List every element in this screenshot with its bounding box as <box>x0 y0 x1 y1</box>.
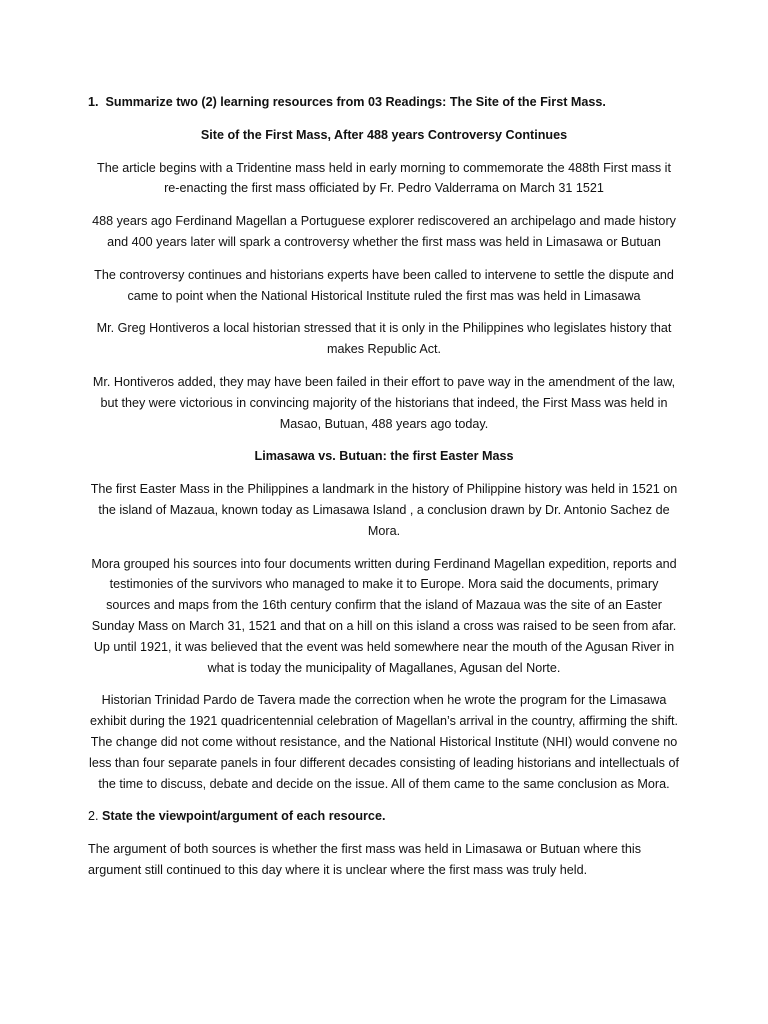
question-2 <box>88 806 680 827</box>
question-1 <box>88 92 680 113</box>
article-1-paragraph: Mr. Hontiveros added, they may have been failed in their effort to pave way in the amendment of the law, but they were victorious in convincing majority of the historians that indeed, the First Mass was held in Masao, Butuan, 488 years ago today. <box>92 374 676 431</box>
article-1-paragraph: The controversy continues and historians experts have been called to intervene to settle the dispute and came to point when the National Historical Institute ruled the first mas was held in Limasawa <box>94 267 674 303</box>
question-2-text: State the viewpoint/argument of each resource. <box>102 809 386 824</box>
article-1-paragraph: Mr. Greg Hontiveros a local historian stressed that it is only in the Philippines who legislates history that makes Republic Act. <box>96 321 672 357</box>
document-page <box>88 92 680 893</box>
article-2-paragraph: Mora grouped his sources into four documents written during Ferdinand Magellan expedition, reports and testimonies of the survivors who managed to make it to Europe. Mora said the documents, primary sources and maps from the 16th century confirm that the island of Mazaua was the site of an Easter Sunday Mass on March 31, 1521 and that on a hill on this island a cross was raised to be seen from afar. Up until 1921, it was believed that the event was held somewhere near the mouth of the Agusan River in what is today the municipality of Magallanes, Agusan del Norte. <box>91 556 677 675</box>
article-2-title: Limasawa vs. Butuan: the first Easter Mass <box>254 449 514 464</box>
article-2-paragraph: The first Easter Mass in the Philippines a landmark in the history of Philippine history was held in 1521 on the island of Mazaua, known today as Limasawa Island , a conclusion drawn by Dr. Antonio Sachez de Mora. <box>90 482 678 538</box>
question-1-text: Summarize two (2) learning resources from 03 Readings: The Site of the First Mass. <box>105 95 606 109</box>
article-1-title: Site of the First Mass, After 488 years Controversy Continues <box>200 127 568 142</box>
article-1-paragraph: 488 years ago Ferdinand Magellan a Portuguese explorer rediscovered an archipelago and made history and 400 years later will spark a controversy whether the first mass was held in Limasawa or Butuan <box>92 214 676 249</box>
question-1-number: 1. <box>88 95 99 109</box>
question-2-number: 2. <box>88 809 99 824</box>
article-2-paragraph: Historian Trinidad Pardo de Tavera made the correction when he wrote the program for the Limasawa exhibit during the 1921 quadricentennial celebration of Magellan’s arrival in the country, affirming the shift. The change did not come without resistance, and the National Historical Institute (NHI) would convene no less than four separate panels in four different decades consisting of leading historians and intellectuals of the time to discuss, debate and decide on the issue. All of them came to the same conclusion as Mora. <box>89 693 679 791</box>
answer-2: The argument of both sources is whether the first mass was held in Limasawa or Butuan where this argument still continued to this day where it is unclear where the first mass was truly held. <box>88 842 641 877</box>
article-1-paragraph: The article begins with a Tridentine mass held in early morning to commemorate the 488th First mass it re-enacting the first mass officiated by Fr. Pedro Valderrama on March 31 1521 <box>97 160 671 196</box>
